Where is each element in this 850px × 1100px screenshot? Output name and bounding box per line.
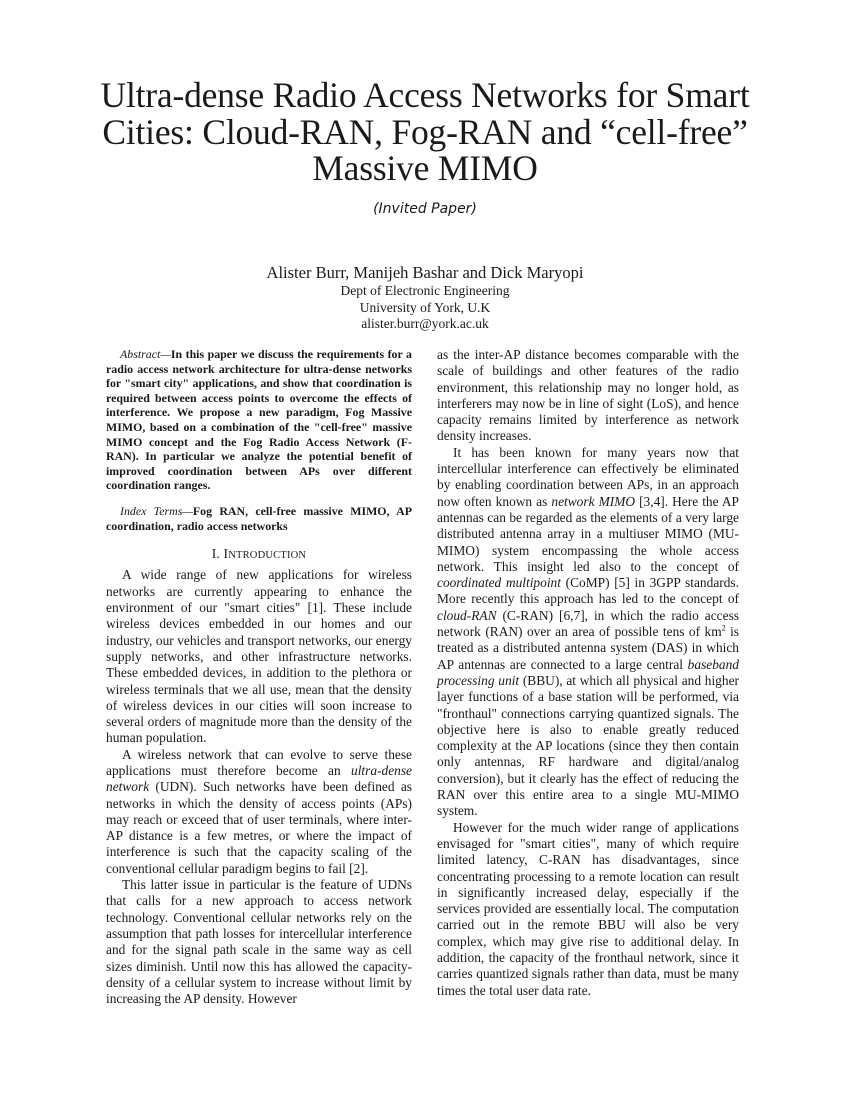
left-column (106, 347, 412, 1007)
right-p2-e: is treated as a distributed antenna system (DAS) in which AP antennas are connected to a large central (437, 624, 739, 672)
abstract (106, 347, 412, 493)
right-p2-f: (BBU), at which all physical and higher layer functions of a base station will be performed, via "fronthaul" connections carrying quantized signals. The objective here is also to enable greatly reduced complexity at the AP locations (since they then contain only antennas, RF hardware and digital/analog conversion), but it clearly has the effect of reducing the RAN over this entire area to a single MU-MIMO system. (437, 672, 739, 819)
right-p2-em-network-mimo: network MIMO (551, 493, 636, 509)
intro-p2-part-a: A wireless network that can evolve to serve these applications must therefore become an (106, 746, 412, 778)
paper-title: Ultra-dense Radio Access Networks for Smart Cities: Cloud-RAN, Fog-RAN and “cell-free” Massive MIMO (100, 75, 750, 188)
section-heading-introduction (106, 546, 412, 564)
right-p2-em-cloud-ran: cloud-RAN (437, 607, 497, 623)
intro-paragraph-1: A wide range of new applications for wireless networks are currently appearing to enhance the environment of our "smart cities" [1]. These include wireless devices embedded in our homes and our industry, our vehicles and transport networks, our energy supply networks, and other infrastructure networks. These embedded devices, in addition to the plethora or wireless terminals that we all use, mean that the density of wireless devices in our cities will soon increase to several orders of magnitude more than the density of the human population. (106, 567, 412, 746)
abstract-text: In this paper we discuss the requirements for a radio access network architecture for ultra-dense networks for "smart city" applications, and show that coordination is required between access points to overcome the effects of interference. We propose a new paradigm, Fog Massive MIMO, based on a combination of the "cell-free" massive MIMO concept and the Fog Radio Access Network (F-RAN). In particular we analyze the potential benefit of improved coordination between APs over different coordination ranges. (106, 347, 412, 493)
affiliation (0, 283, 850, 333)
intro-p2-emphasis: ultra-dense network (106, 762, 412, 795)
affiliation-email: alister.burr@york.ac.uk (361, 316, 489, 331)
right-paragraph-2 (437, 445, 739, 820)
intro-p2-part-b: (UDN). Such networks have been defined as networks in which the density of access points (APs) may reach or exceed that of user terminals, where inter-AP distance is a few metres, or where the impact of interference is such that the capacity scaling of the conventional cellular paradigm begins to fail [2]. (106, 779, 412, 876)
section-number: I. I (211, 546, 229, 562)
intro-paragraph-3: This latter issue in particular is the feature of UDNs that calls for a new approach to access network technology. Conventional cellular networks rely on the assumption that path losses for intercellular interference and for the signal path scale in the same way as cell sizes diminish. Until now this has allowed the capacity-density of a cellular system to increase without limit by increasing the AP density. However (106, 877, 412, 1007)
right-p2-a: It has been known for many years now that intercellular interference can effectively be eliminated by enabling coordination between APs, in an approach now often known as (437, 444, 739, 509)
right-column (437, 347, 739, 999)
paper-subtitle: (Invited Paper) (373, 201, 477, 217)
intro-paragraph-2 (106, 747, 412, 877)
index-terms (106, 504, 412, 533)
authors: Alister Burr, Manijeh Bashar and Dick Maryopi (266, 263, 584, 282)
index-terms-lead: Index Terms— (120, 503, 193, 518)
index-terms-text: Fog RAN, cell-free massive MIMO, AP coordination, radio access networks (106, 503, 413, 533)
section-heading-rest: NTRODUCTION (228, 550, 307, 562)
right-paragraph-3: However for the much wider range of applications envisaged for "smart cities", many of which require limited latency, C-RAN has disadvantages, since concentrating processing to a remote location can result in significantly increased delay, especially if the services provided are essentially local. The computation carried out in the remote BBU will also be very complex, which may give rise to additional delay. In addition, the capacity of the fronthaul network, since it carries quantized signals rather than data, must be many times the total user data rate. (437, 819, 739, 998)
right-p2-b: [3,4]. Here the AP antennas can be regarded as the elements of a very large distributed antenna array in a multiuser MIMO (MU-MIMO) system encompassing the whole access network. This insight led also to the concept of (437, 493, 739, 574)
right-p2-em-comp: coordinated multipoint (437, 575, 561, 591)
affiliation-university: University of York, U.K (359, 299, 491, 315)
right-paragraph-1: as the inter-AP distance becomes comparable with the scale of buildings and other features of the radio environment, this relationship may no longer hold, as interferers may now be in line of sight (LoS), and hence capacity remains limited by interference as network density increases. (437, 347, 739, 444)
right-p2-d: (C-RAN) [6,7], in which the radio access network (RAN) over an area of possible tens of km (437, 607, 739, 640)
right-p2-em-bbu: baseband processing unit (437, 656, 739, 688)
abstract-lead: Abstract— (120, 347, 171, 361)
right-p2-superscript: 2 (721, 623, 726, 633)
affiliation-dept: Dept of Electronic Engineering (340, 283, 510, 298)
right-p2-c: (CoMP) [5] in 3GPP standards. More recently this approach has led to the concept of (437, 575, 739, 607)
